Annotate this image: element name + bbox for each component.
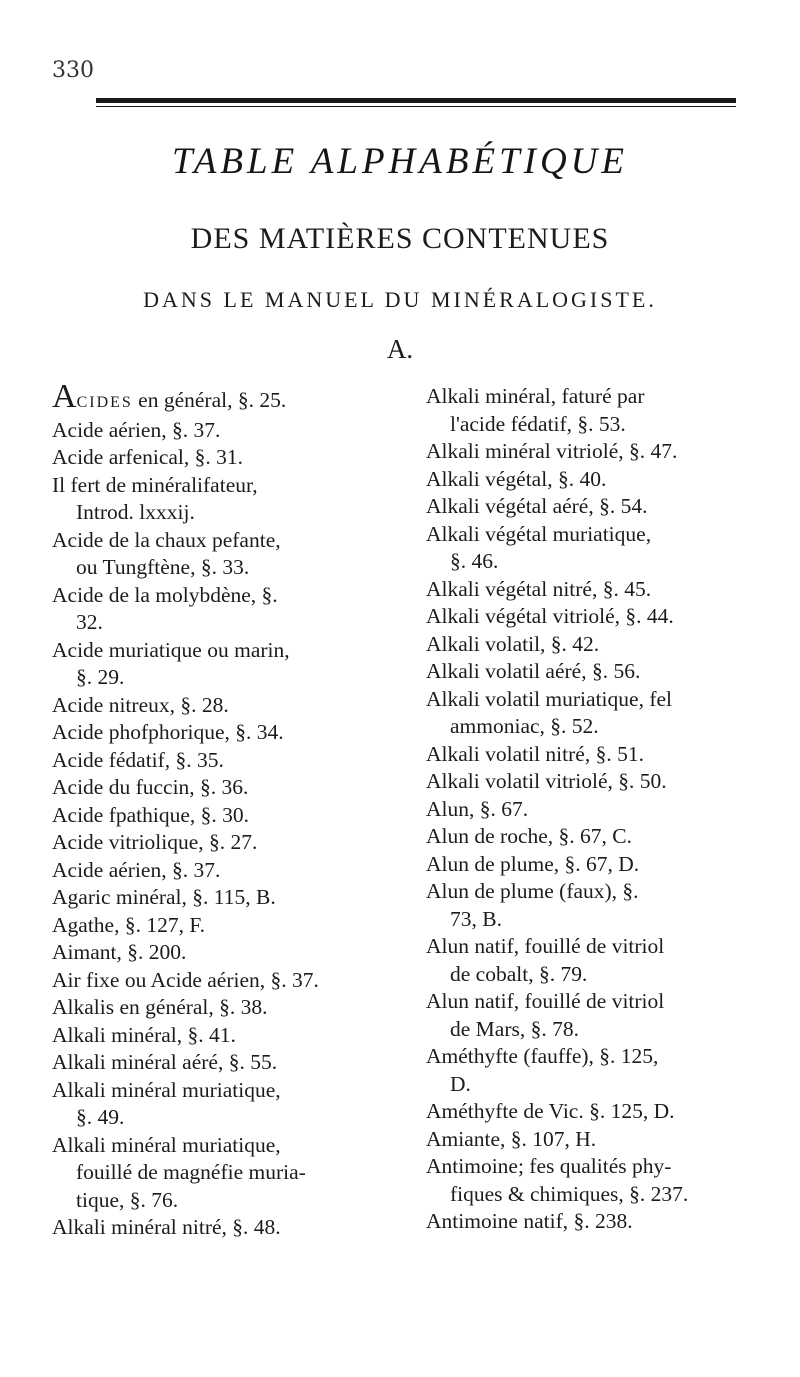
index-entry xyxy=(52,802,392,830)
index-entry xyxy=(52,1077,392,1132)
index-entry-line: Alkali minéral, faturé par xyxy=(426,384,645,408)
index-entry xyxy=(426,878,786,933)
index-entry-first xyxy=(52,378,392,417)
entry-rest: en général, §. 25. xyxy=(132,388,287,412)
index-entry-continuation: de cobalt, §. 79. xyxy=(450,961,588,986)
index-entry-continuation: fouillé de magnéfie muria- xyxy=(76,1160,306,1184)
entry-small-caps: CIDES xyxy=(76,394,133,411)
page-subtitle-manual: DANS LE MANUEL DU MINÉRALOGISTE. xyxy=(143,287,657,312)
index-entry xyxy=(52,774,392,802)
index-entry-line: Acide fpathique, §. 30. xyxy=(52,802,250,827)
index-entry-line: Alkali végétal muriatique, xyxy=(426,521,652,546)
index-entry-continuation: ou Tungftène, §. 33. xyxy=(76,555,250,579)
page-subtitle: DES MATIÈRES CONTENUES xyxy=(190,222,610,255)
section-letter: A. xyxy=(386,334,414,364)
index-entry xyxy=(426,438,786,466)
index-entry-continuation: 73, B. xyxy=(450,906,502,931)
index-entry xyxy=(426,933,786,988)
index-entry xyxy=(426,521,786,576)
header-rule-thick xyxy=(96,98,736,103)
index-entry-line: Acide de la molybdène, §. xyxy=(52,582,278,607)
index-entry-line: Alkali végétal, §. 40. xyxy=(426,466,607,491)
index-entry-line: Alun de plume (faux), §. xyxy=(426,879,639,903)
index-entry-line: Acide nitreux, §. 28. xyxy=(52,692,229,717)
index-entry xyxy=(426,493,786,521)
index-entry-line: Acide fédatif, §. 35. xyxy=(52,747,224,772)
index-entry-line: Acide du fuccin, §. 36. xyxy=(52,775,249,799)
index-entry-line: Alkali volatil, §. 42. xyxy=(426,631,600,656)
index-entry-line: Alun natif, fouillé de vitriol xyxy=(426,934,665,958)
index-entry-line: Acide vitriolique, §. 27. xyxy=(52,830,258,854)
index-entry xyxy=(52,582,392,637)
index-entry xyxy=(52,719,392,747)
index-entry-line: Antimoine; fes qualités phy- xyxy=(426,1154,672,1178)
index-entry xyxy=(52,939,392,967)
index-entry-line: Alkali volatil nitré, §. 51. xyxy=(426,741,644,766)
index-entry xyxy=(426,851,786,879)
index-entry xyxy=(426,576,786,604)
index-entry xyxy=(52,637,392,692)
index-column-right xyxy=(426,383,786,1236)
index-entry-line: Amiante, §. 107, H. xyxy=(426,1126,597,1151)
index-entry xyxy=(426,988,786,1043)
index-entry-line: Alun natif, fouillé de vitriol xyxy=(426,989,665,1013)
index-entry-line: Acide aérien, §. 37. xyxy=(52,417,221,442)
index-entry-continuation: tique, §. 76. xyxy=(76,1187,179,1212)
index-entry xyxy=(52,857,392,885)
index-entry xyxy=(426,1098,786,1126)
index-entry xyxy=(52,472,392,527)
index-entry-line: Acide phofphorique, §. 34. xyxy=(52,720,284,744)
index-entry-line: Alkali volatil muriatique, fel xyxy=(426,686,672,711)
index-entry xyxy=(52,884,392,912)
index-entry-line: Alkali minéral aéré, §. 55. xyxy=(52,1050,278,1074)
index-entry-continuation: §. 46. xyxy=(450,549,499,573)
index-entry xyxy=(52,444,392,472)
index-entry-continuation: §. 49. xyxy=(76,1105,125,1129)
index-entry xyxy=(52,1049,392,1077)
index-entry xyxy=(426,1043,786,1098)
index-entry-line: Alkali végétal aéré, §. 54. xyxy=(426,494,648,518)
page-title: TABLE ALPHABÉTIQUE xyxy=(171,141,629,182)
index-entry-line: Alun de plume, §. 67, D. xyxy=(426,851,640,876)
index-entry-line: Alun de roche, §. 67, C. xyxy=(426,824,633,848)
index-entry-line: Acide de la chaux pefante, xyxy=(52,527,281,552)
index-entry xyxy=(52,967,392,995)
index-entry-line: Améthyfte (fauffe), §. 125, xyxy=(426,1044,659,1068)
index-entry-continuation: fiques & chimiques, §. 237. xyxy=(450,1181,689,1206)
index-entry xyxy=(52,527,392,582)
index-entry xyxy=(426,686,786,741)
index-entry-line: Alkali volatil aéré, §. 56. xyxy=(426,659,641,683)
index-entry-line: Alkali minéral, §. 41. xyxy=(52,1022,236,1047)
index-entry xyxy=(52,994,392,1022)
index-entry xyxy=(426,658,786,686)
index-entry-continuation: l'acide fédatif, §. 53. xyxy=(450,411,626,436)
index-entry xyxy=(426,466,786,494)
index-entry-line: Alun, §. 67. xyxy=(426,796,529,821)
index-entry xyxy=(52,692,392,720)
index-entry xyxy=(426,768,786,796)
index-entry xyxy=(426,1126,786,1154)
index-entry-line: Alkali minéral muriatique, xyxy=(52,1077,281,1102)
index-entry-line: Acide arfenical, §. 31. xyxy=(52,445,244,469)
header-rule-thin xyxy=(96,106,736,107)
index-entry-continuation: ammoniac, §. 52. xyxy=(450,714,599,738)
index-entry-line: Alkali végétal nitré, §. 45. xyxy=(426,576,652,601)
index-entry-line: Antimoine natif, §. 238. xyxy=(426,1209,633,1233)
index-entry-line: Acide muriatique ou marin, xyxy=(52,637,290,662)
index-entry-continuation: D. xyxy=(450,1071,471,1096)
index-entry xyxy=(426,631,786,659)
index-entry-line: Alkali volatil vitriolé, §. 50. xyxy=(426,769,667,793)
index-entry-line: Il fert de minéralifateur, xyxy=(52,472,258,497)
index-entry xyxy=(426,603,786,631)
page-number: 330 xyxy=(52,58,94,83)
index-entry xyxy=(426,383,786,438)
index-entry-line: Améthyfte de Vic. §. 125, D. xyxy=(426,1099,675,1123)
index-entry-line: Alkalis en général, §. 38. xyxy=(52,995,268,1019)
index-entry xyxy=(52,1132,392,1215)
index-entry-continuation: de Mars, §. 78. xyxy=(450,1016,579,1041)
index-entry xyxy=(426,741,786,769)
index-entry xyxy=(426,823,786,851)
index-entry-line: Acide aérien, §. 37. xyxy=(52,857,221,882)
index-entry-line: Alkali minéral vitriolé, §. 47. xyxy=(426,439,678,463)
index-entry xyxy=(52,912,392,940)
index-entry xyxy=(52,417,392,445)
index-entry xyxy=(52,1214,392,1242)
drop-cap-letter: A xyxy=(52,378,77,415)
index-entry-continuation: 32. xyxy=(76,610,103,634)
index-entry-line: Agathe, §. 127, F. xyxy=(52,912,205,937)
index-entry xyxy=(52,747,392,775)
index-entry-line: Aimant, §. 200. xyxy=(52,940,187,964)
index-entry-line: Alkali végétal vitriolé, §. 44. xyxy=(426,604,674,628)
index-entry-line: Air fixe ou Acide aérien, §. 37. xyxy=(52,967,319,992)
index-entry xyxy=(52,1022,392,1050)
index-entry-continuation: Introd. lxxxij. xyxy=(76,500,195,524)
index-entry xyxy=(426,1208,786,1236)
index-entry-line: Alkali minéral muriatique, xyxy=(52,1132,281,1157)
index-column-left xyxy=(52,378,392,1242)
index-entry xyxy=(52,829,392,857)
index-entry xyxy=(426,796,786,824)
index-entry-line: Alkali minéral nitré, §. 48. xyxy=(52,1215,281,1239)
index-entry-line: Agaric minéral, §. 115, B. xyxy=(52,885,276,909)
index-entry-continuation: §. 29. xyxy=(76,665,125,689)
index-entry xyxy=(426,1153,786,1208)
